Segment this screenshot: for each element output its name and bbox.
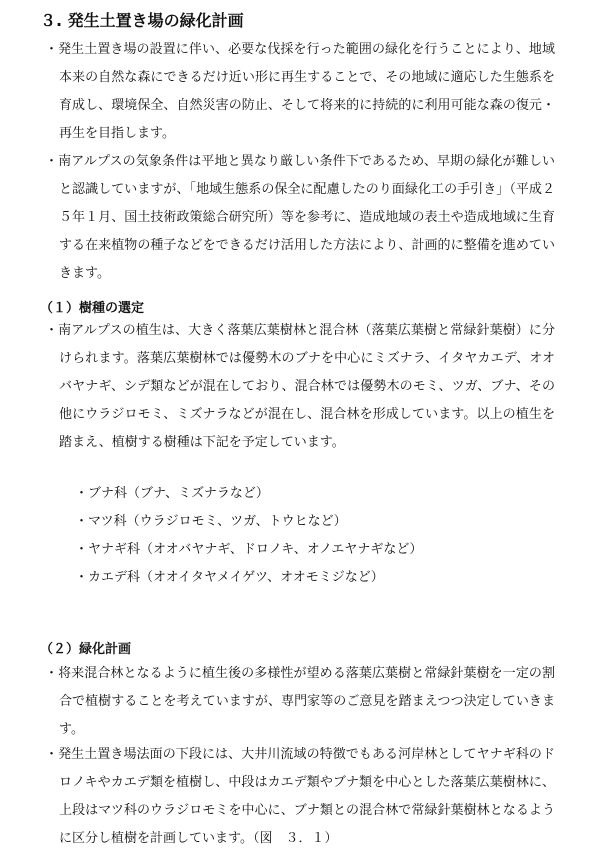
list-item-species: ・ブナ科（ブナ、ミズナラなど） — [75, 486, 269, 501]
subsection-heading-species-selection: （１）樹種の選定 — [40, 301, 145, 316]
list-item-species: ・カエデ科（オオイタヤメイゲツ、オオモミジなど） — [75, 570, 384, 585]
paragraph-slope-planting-plan: ・発生土置き場法面の下段には、大井川流域の特徴でもある河岸林としてヤナギ科のドロノキやカエデ類を植樹し、中段はカエデ類やブナ類を中心とした落葉広葉樹林に、上段はマツ科のウラジロモミを中心に、ブナ類との混合林で常緑針葉樹林となるように区分し植樹を計画しています。（図 ３．１） — [45, 747, 555, 846]
list-item-species: ・ヤナギ科（オオバヤナギ、ドロノキ、オノエヤナギなど） — [75, 542, 423, 557]
paragraph-vegetation: ・南アルプスの植生は、大きく落葉広葉樹林と混合林（落葉広葉樹と常緑針葉樹）に分けられます。落葉広葉樹林では優勢木のブナを中心にミズナラ、イタヤカエデ、オオバヤナギ、シデ類などが混在しており、混合林では優勢木のモミ、ツガ、ブナ、その他にウラジロモミ、ミズナラなどが混在し、混合林を形成しています。以上の植生を踏まえ、植樹する樹種は下記を予定しています。 — [45, 323, 555, 450]
intro-paragraph-greening-purpose: ・発生土置き場の設置に伴い、必要な伐採を行った範囲の緑化を行うことにより、地域本来の自然な森にできるだけ近い形に再生することで、その地域に適応した生態系を育成し、環境保全、自然災害の防止、そして将来的に持続的に利用可能な森の復元・再生を目指します。 — [45, 42, 555, 141]
list-item-species: ・マツ科（ウラジロモミ、ツガ、トウヒなど） — [75, 514, 347, 529]
subsection-heading-greening-plan: （２）緑化計画 — [40, 642, 132, 657]
species-list — [75, 480, 422, 592]
paragraph-mixed-forest-plan: ・将来混合林となるように植生後の多様性が望める落葉広葉樹と常緑針葉樹を一定の割合で植樹することを考えていますが、専門家等のご意見を踏まえつつ決定していきます。 — [45, 666, 555, 737]
intro-paragraph-climate-conditions: ・南アルプスの気象条件は平地と異なり厳しい条件下であるため、早期の緑化が難しいと認識していますが、「地域生態系の保全に配慮したのり面緑化工の手引き」（平成２５年１月、国土技術政策総合研究所）等を参考に、造成地域の表土や造成地域に生育する在来植物の種子などをできるだけ活用した方法により、計画的に整備を進めていきます。 — [45, 154, 555, 281]
section-title: ３. 発生土置き場の緑化計画 — [40, 11, 244, 30]
